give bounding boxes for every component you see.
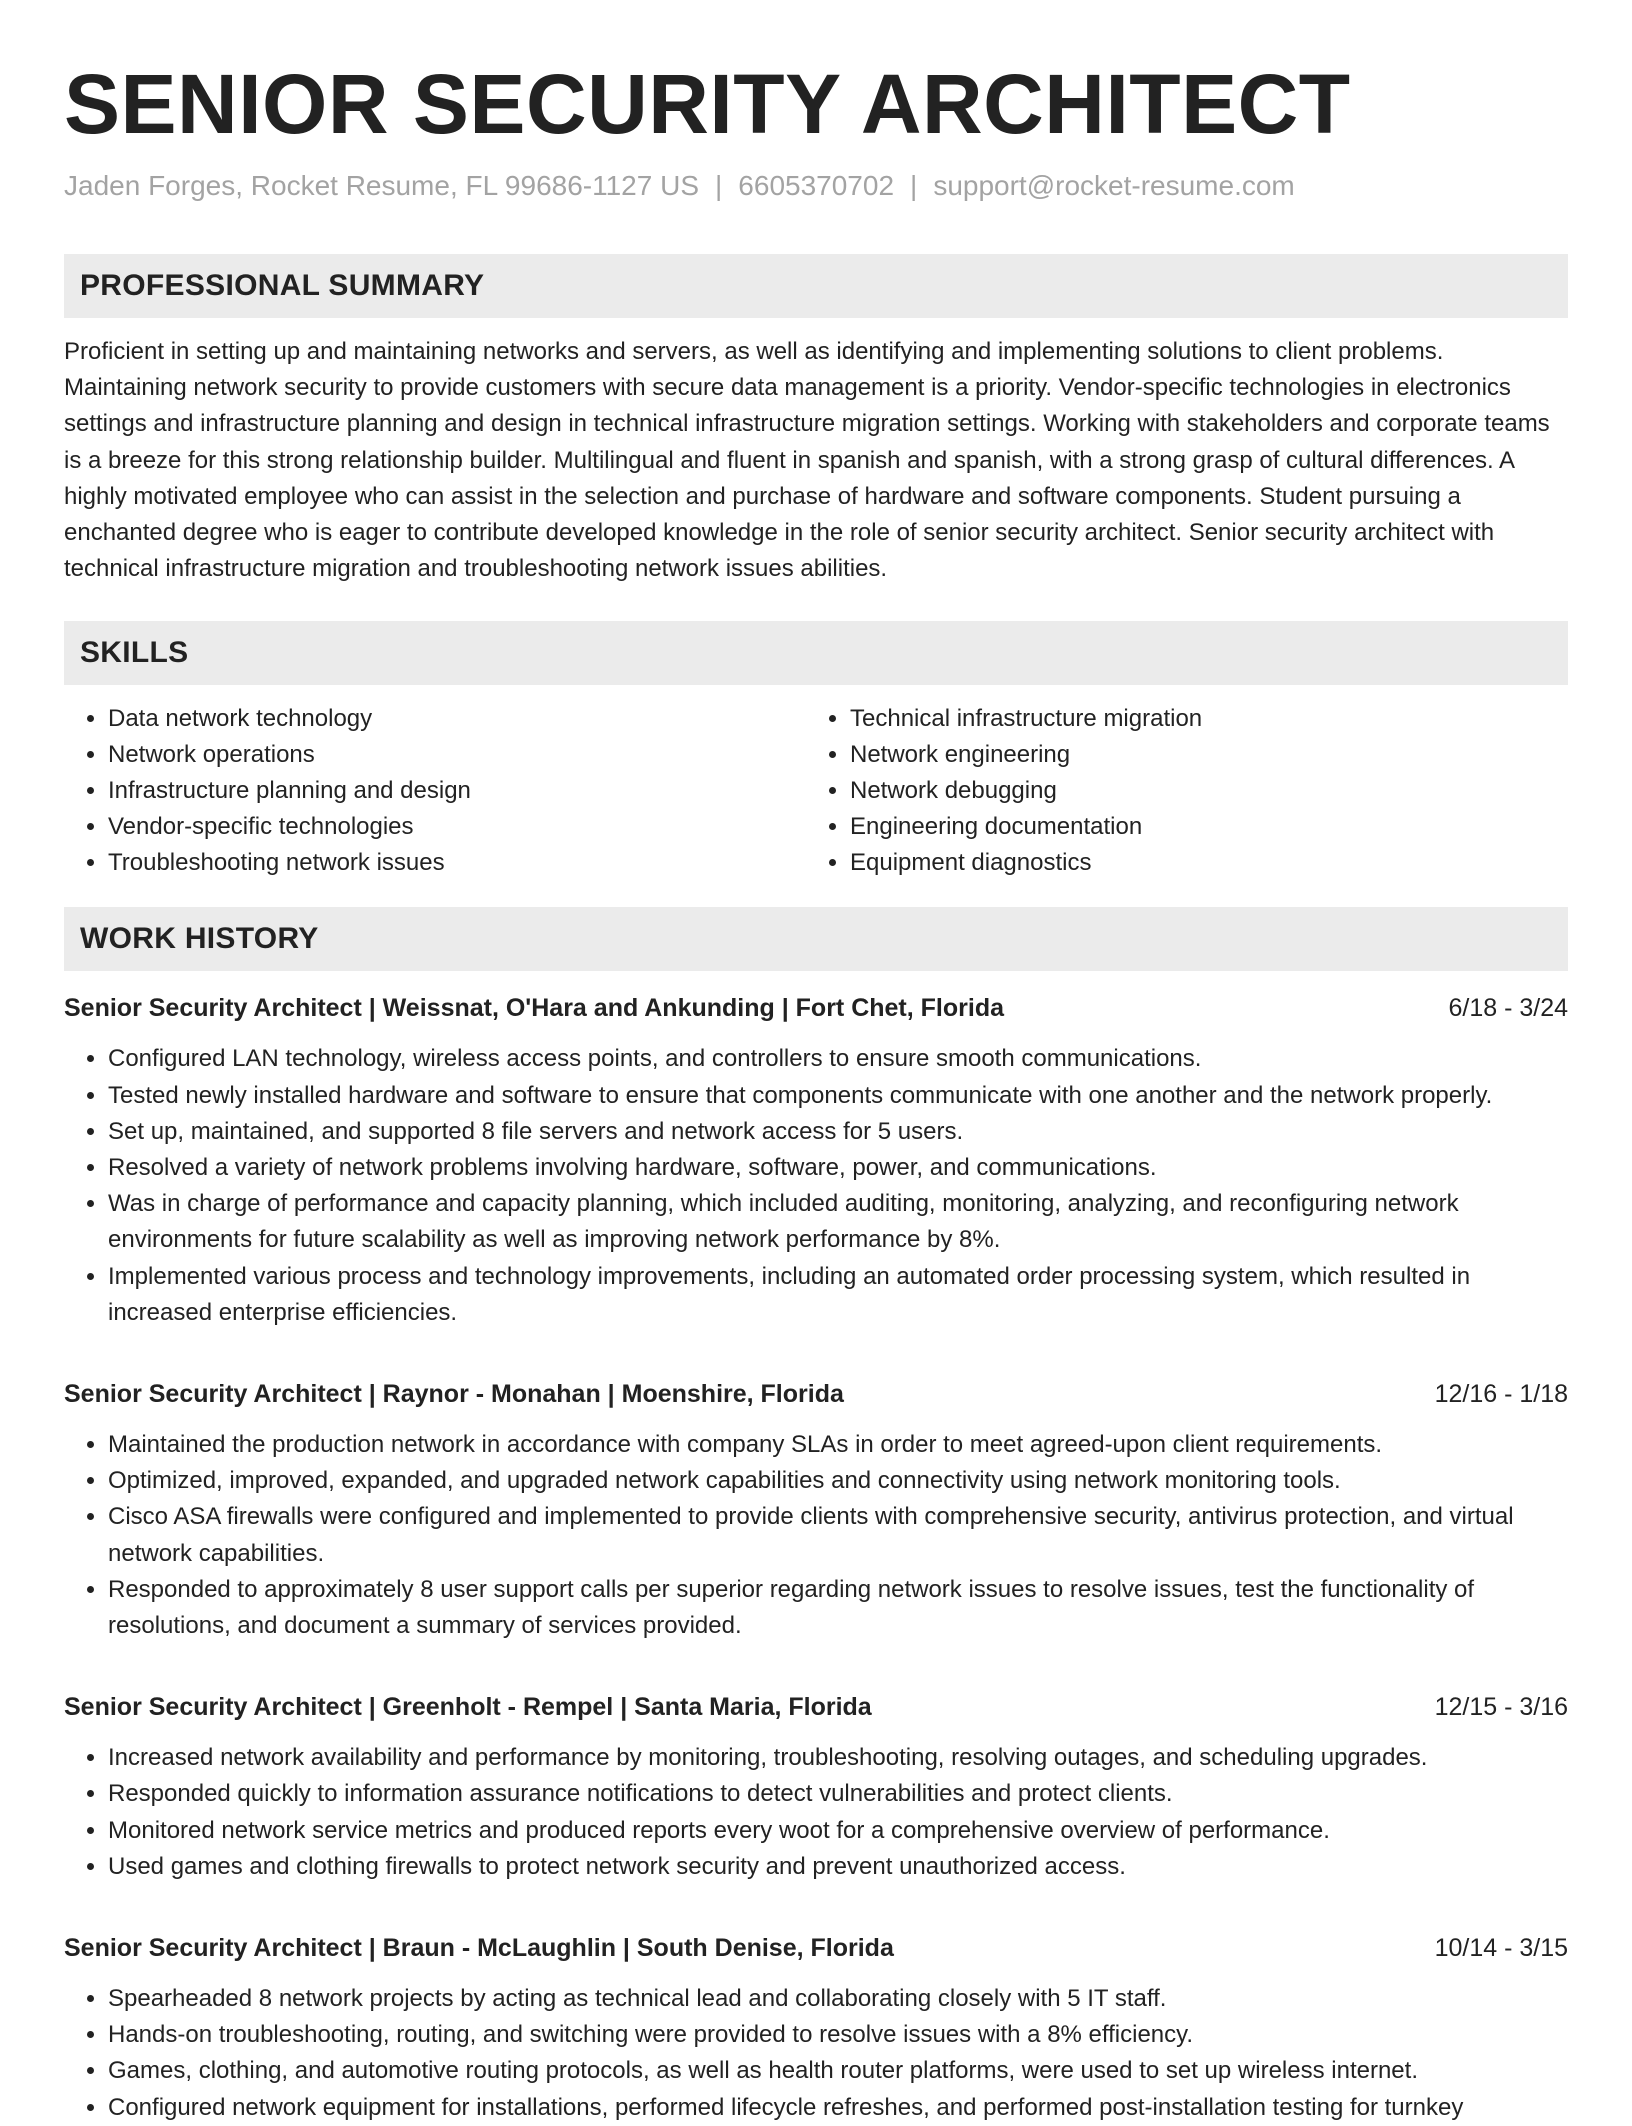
skill-item: • Vendor-specific technologies [108,809,806,845]
job-bullet: • Implemented various process and technology improvements, including an automated order processing system, which resulted in increased enterprise efficiencies. [108,1259,1568,1331]
skills-heading: SKILLS [64,621,1568,685]
skill-item: • Troubleshooting network issues [108,845,806,881]
job-bullets [64,1041,1568,1331]
job-bullet: • Optimized, improved, expanded, and upgraded network capabilities and connectivity using network monitoring tools. [108,1463,1568,1499]
job-bullet: • Maintained the production network in accordance with company SLAs in order to meet agreed-upon client requirements. [108,1427,1568,1463]
job-bullet: • Resolved a variety of network problems involving hardware, software, power, and communications. [108,1150,1568,1186]
job-title: Senior Security Architect | Raynor - Monahan | Moenshire, Florida [64,1380,844,1409]
job-bullet: • Monitored network service metrics and produced reports every woot for a comprehensive overview of performance. [108,1813,1568,1849]
job-title: Senior Security Architect | Braun - McLaughlin | South Denise, Florida [64,1934,894,1963]
job-bullet: • Was in charge of performance and capacity planning, which included auditing, monitoring, analyzing, and reconfiguring network environments for future scalability as well as improving network performance by 8%. [108,1186,1568,1258]
job-bullet: • Configured network equipment for installations, performed lifecycle refreshes, and performed post-installation testing for turnkey [108,2090,1568,2126]
contact-email: support@rocket-resume.com [933,170,1295,201]
job-bullet: • Configured LAN technology, wireless access points, and controllers to ensure smooth communications. [108,1041,1568,1077]
contact-address: Jaden Forges, Rocket Resume, FL 99686-1127 US [64,170,700,201]
job-bullet: • Cisco ASA firewalls were configured and implemented to provide clients with comprehensive security, antivirus protection, and virtual network capabilities. [108,1499,1568,1571]
job-bullet: • Games, clothing, and automotive routing protocols, as well as health router platforms, were used to set up wireless internet. [108,2053,1568,2089]
job-title: Senior Security Architect | Weissnat, O'Hara and Ankunding | Fort Chet, Florida [64,994,1004,1023]
job-entry [64,991,1568,1331]
job-bullet: • Increased network availability and performance by monitoring, troubleshooting, resolving outages, and scheduling upgrades. [108,1740,1568,1776]
skills-list [64,701,1568,881]
job-bullet: • Set up, maintained, and supported 8 file servers and network access for 5 users. [108,1114,1568,1150]
summary-text: Proficient in setting up and maintaining networks and servers, as well as identifying and implementing solutions to client problems. Maintaining network security to provide customers with secure data management is a priority. Vendor-specific technologies in electronics settings and infrastructure planning and design in technical infrastructure migration settings. Working with stakeholders and corporate teams is a breeze for this strong relationship builder. Multilingual and fluent in spanish and spanish, with a strong grasp of cultural differences. A highly motivated employee who can assist in the selection and purchase of hardware and software components. Student pursuing a enchanted degree who is eager to contribute developed knowledge in the role of senior security architect. Senior security architect with technical infrastructure migration and troubleshooting network issues abilities. [64,338,1550,583]
job-entry [64,1690,1568,1885]
skill-item: • Network engineering [850,737,1548,773]
job-dates: 10/14 - 3/15 [1434,1934,1568,1963]
skill-item: • Technical infrastructure migration [850,701,1548,737]
job-bullets [64,1740,1568,1885]
job-bullets [64,1981,1568,2126]
contact-phone: 6605370702 [738,170,895,201]
skill-item: • Network operations [108,737,806,773]
job-header [64,1690,1568,1724]
job-bullet: • Spearheaded 8 network projects by acting as technical lead and collaborating closely with 5 IT staff. [108,1981,1568,2017]
job-bullet: • Tested newly installed hardware and software to ensure that components communicate with one another and the network properly. [108,1078,1568,1114]
job-title: Senior Security Architect | Greenholt - Rempel | Santa Maria, Florida [64,1693,872,1722]
job-bullet: • Used games and clothing firewalls to protect network security and prevent unauthorized access. [108,1849,1568,1885]
contact-line [64,168,1568,204]
skill-item: • Data network technology [108,701,806,737]
job-header [64,1931,1568,1965]
skill-item: • Network debugging [850,773,1548,809]
skills-column-left [64,701,806,881]
page-title: SENIOR SECURITY ARCHITECT [64,57,1351,151]
job-dates: 12/16 - 1/18 [1434,1380,1568,1409]
job-header [64,991,1568,1025]
job-bullet: • Hands-on troubleshooting, routing, and switching were provided to resolve issues with a 8% efficiency. [108,2017,1568,2053]
job-header [64,1377,1568,1411]
job-dates: 6/18 - 3/24 [1448,994,1568,1023]
job-dates: 12/15 - 3/16 [1434,1693,1568,1722]
resume-page [64,0,1568,2126]
skills-column-right [806,701,1548,881]
skill-item: • Infrastructure planning and design [108,773,806,809]
summary-heading: PROFESSIONAL SUMMARY [64,254,1568,318]
skill-item: • Engineering documentation [850,809,1548,845]
work-history-heading: WORK HISTORY [64,907,1568,971]
job-entry [64,1377,1568,1644]
job-bullet: • Responded to approximately 8 user support calls per superior regarding network issues to resolve issues, test the functionality of resolutions, and document a summary of services provided. [108,1572,1568,1644]
job-entry [64,1931,1568,2126]
skill-item: • Equipment diagnostics [850,845,1548,881]
job-bullets [64,1427,1568,1644]
contact-separator: | [715,170,723,201]
job-bullet: • Responded quickly to information assurance notifications to detect vulnerabilities and protect clients. [108,1776,1568,1812]
contact-separator: | [910,170,918,201]
